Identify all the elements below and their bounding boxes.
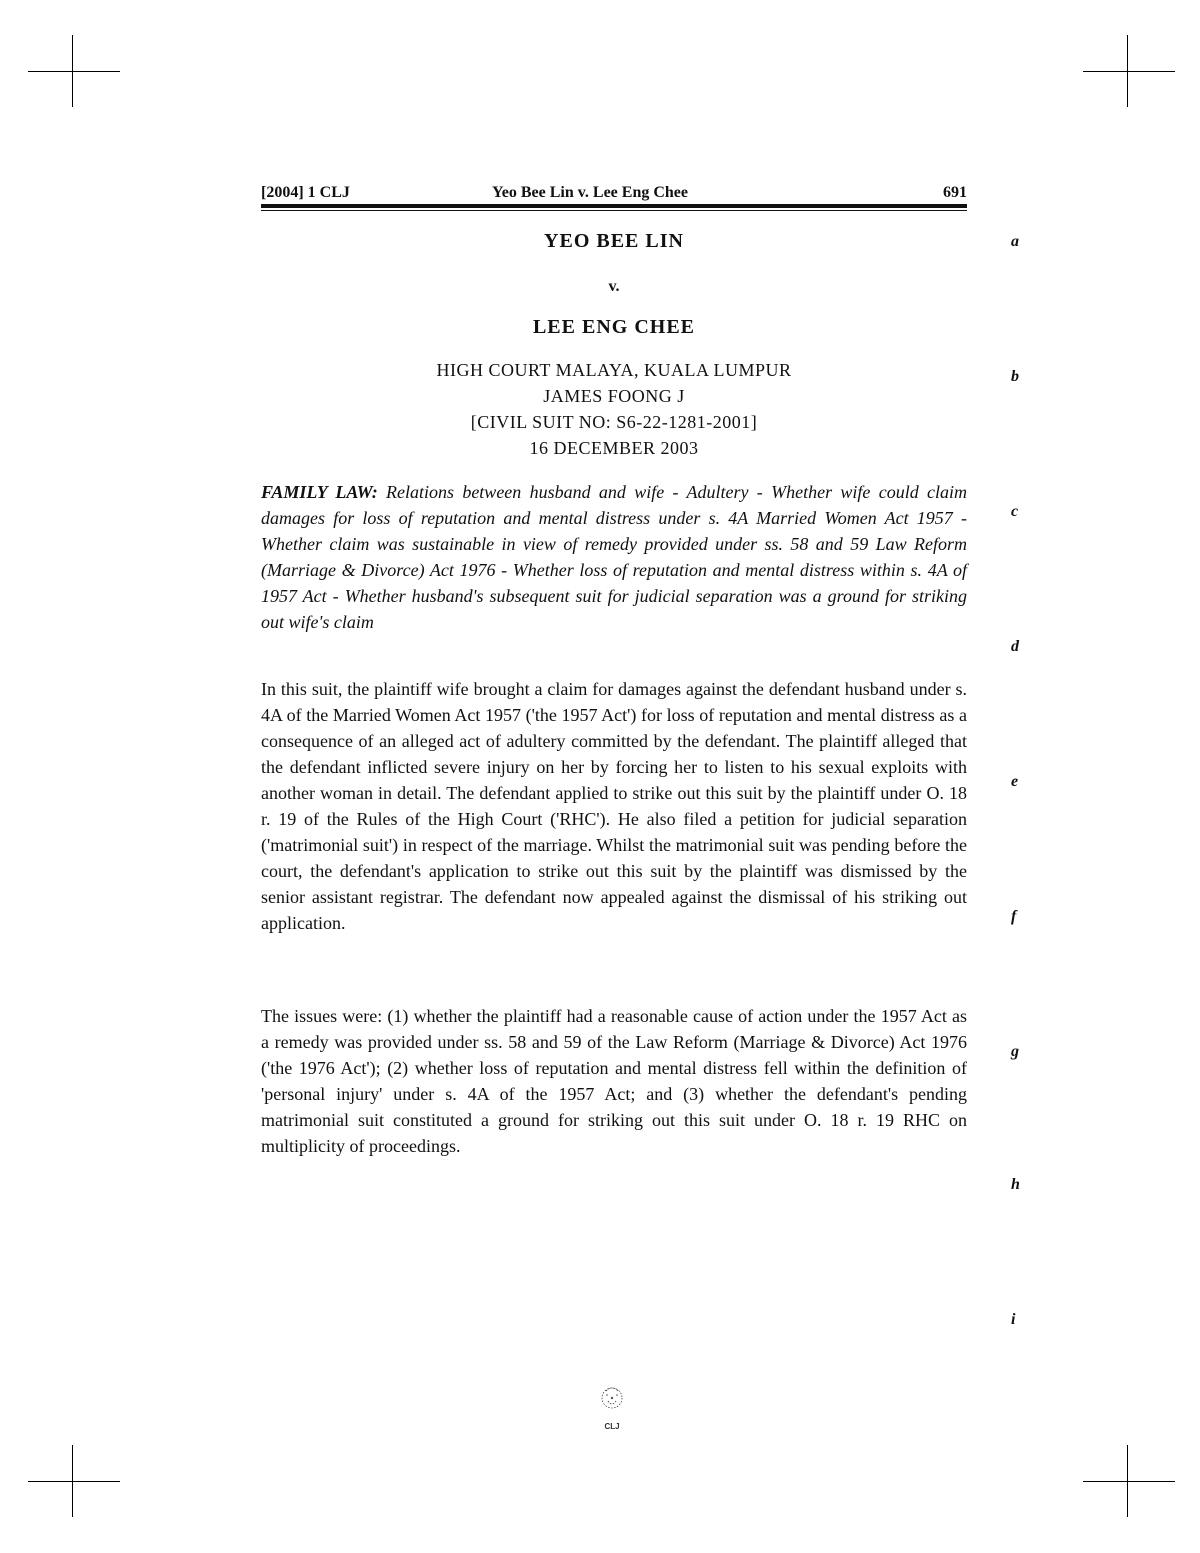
header-page-number: 691 <box>943 184 967 201</box>
plaintiff-name: YEO BEE LIN <box>544 230 684 252</box>
crop-mark-bottom-right-v <box>1127 1445 1128 1517</box>
catchwords-text: Relations between husband and wife - Adultery - Whether wife could claim damages for loss of reputation and mental distress under s. 4A Married Women Act 1957 - Whether claim was sustainable in view of remedy provided under ss. 58 and 59 Law Reform (Marriage & Divorce) Act 1976 - Whether loss of reputation and mental distress within s. 4A of 1957 Act - Whether husband's subsequent suit for judicial separation was a ground for striking out wife's claim <box>261 482 967 632</box>
header-citation: [2004] 1 CLJ <box>261 184 350 201</box>
versus-label: v. <box>608 278 620 295</box>
margin-letter-b: b <box>1011 368 1019 385</box>
header-case-title: Yeo Bee Lin v. Lee Eng Chee <box>492 184 688 201</box>
crop-mark-bottom-right-h <box>1083 1481 1175 1482</box>
judgment-date: 16 DECEMBER 2003 <box>529 438 699 458</box>
running-header <box>261 184 967 202</box>
margin-letter-a: a <box>1011 233 1019 250</box>
margin-letter-h: h <box>1011 1176 1020 1193</box>
clj-logo-icon <box>596 1381 628 1433</box>
suit-number: [CIVIL SUIT NO: S6-22-1281-2001] <box>470 412 758 432</box>
margin-letter-i: i <box>1011 1311 1016 1328</box>
body-paragraph-2: The issues were: (1) whether the plaintiff had a reasonable cause of action under the 1957 Act as a remedy was provided under ss. 58 and 59 of the Law Reform (Marriage & Divorce) Act 1976 ('the 1976 Act'); (2) whether loss of reputation and mental distress fell within the definition of 'personal injury' under s. 4A of the 1957 Act; and (3) whether the defendant's pending matrimonial suit constituted a ground for striking out this suit under O. 18 r. 19 RHC on multiplicity of proceedings. <box>261 1006 967 1156</box>
header-rule-thin <box>261 210 967 211</box>
crop-mark-top-right-h <box>1083 71 1175 72</box>
margin-letter-g: g <box>1011 1043 1019 1060</box>
crop-mark-top-left-h <box>28 71 120 72</box>
catchwords-subject: FAMILY LAW: <box>261 482 378 502</box>
judge-name: JAMES FOONG J <box>543 386 685 406</box>
margin-letter-e: e <box>1011 773 1019 790</box>
margin-letter-f: f <box>1011 908 1017 925</box>
margin-letter-c: c <box>1011 503 1019 520</box>
margin-letter-d: d <box>1011 638 1019 655</box>
court-name: HIGH COURT MALAYA, KUALA LUMPUR <box>436 360 792 380</box>
crop-mark-bottom-left-h <box>28 1481 120 1482</box>
header-rule-thick <box>261 204 967 208</box>
crop-mark-bottom-left-v <box>72 1445 73 1517</box>
clj-logo-text: CLJ <box>604 1422 620 1431</box>
crop-mark-top-right-v <box>1127 35 1128 107</box>
catchwords <box>261 479 967 635</box>
body-paragraph-1: In this suit, the plaintiff wife brought a claim for damages against the defendant husband under s. 4A of the Married Women Act 1957 ('the 1957 Act') for loss of reputation and mental distress as a consequence of an alleged act of adultery committed by the defendant. The plaintiff alleged that the defendant inflicted severe injury on her by forcing her to listen to his sexual exploits with another woman in detail. The defendant applied to strike out this suit by the plaintiff under O. 18 r. 19 of the Rules of the High Court ('RHC'). He also filed a petition for judicial separation ('matrimonial suit') in respect of the marriage. Whilst the matrimonial suit was pending before the court, the defendant's application to strike out this suit by the plaintiff was dismissed by the senior assistant registrar. The defendant now appealed against the dismissal of his striking out application. <box>261 679 967 933</box>
defendant-name: LEE ENG CHEE <box>532 316 696 338</box>
crop-mark-top-left-v <box>72 35 73 107</box>
